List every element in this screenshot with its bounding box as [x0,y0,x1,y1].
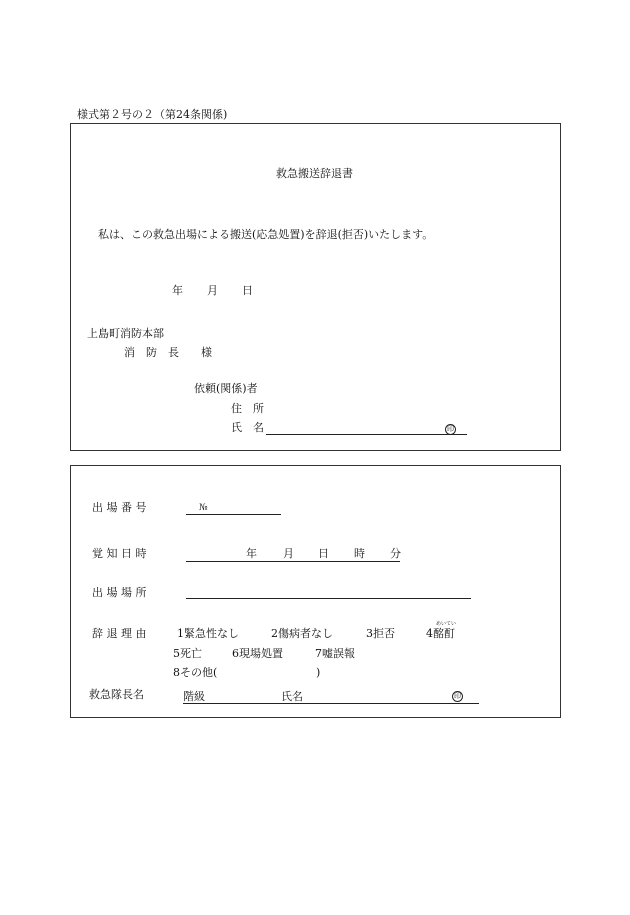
captain-name-label: 氏名 [281,690,303,703]
date-month-label: 月 [207,284,218,297]
requester-label: 依頼(関係)者 [194,382,258,395]
recipient-organization: 上島町消防本部 [87,327,164,340]
reason-option-4[interactable]: 4酩酊 [426,627,455,640]
refusal-statement: 私は、この救急出場による搬送(応急処置)を辞退(拒否)いたします。 [98,228,434,241]
reason-option-2[interactable]: 2傷病者なし [271,627,333,640]
awareness-month-label: 月 [283,547,294,560]
awareness-hour-label: 時 [354,547,365,560]
requester-name-field[interactable] [266,434,467,435]
awareness-year-label: 年 [246,547,257,560]
dispatch-number-field[interactable] [186,514,281,515]
reason-option-3[interactable]: 3拒否 [366,627,395,640]
form-label: 様式第２号の２（第24条関係) [77,108,228,121]
document-title: 救急搬送辞退書 [276,167,353,180]
seal-mark: 印 [447,425,454,433]
captain-name-field[interactable] [183,703,479,704]
recipient-name: 消 防 長 様 [124,346,212,359]
dispatch-location-label: 出 場 場 所 [92,586,147,599]
address-label: 住 所 [231,402,264,415]
reason-option-6[interactable]: 6現場処置 [232,647,283,660]
rank-label: 階級 [183,690,205,703]
awareness-minute-label: 分 [390,547,401,560]
awareness-datetime-field[interactable] [186,561,400,562]
reason-option-5[interactable]: 5死亡 [173,647,202,660]
reason-option-8[interactable]: 8その他( [173,666,218,679]
awareness-day-label: 日 [318,547,329,560]
dispatch-number-label: 出 場 番 号 [92,501,147,514]
name-label: 氏 名 [231,421,264,434]
reason-option-7[interactable]: 7嘘誤報 [315,647,355,660]
refusal-reason-label: 辞 退 理 由 [92,627,147,640]
ambulance-captain-label: 救急隊長名 [89,688,144,701]
dispatch-location-field[interactable] [186,598,471,599]
date-year-label: 年 [172,284,183,297]
dispatch-number-prefix: № [199,503,208,513]
reason-option-1[interactable]: 1緊急性なし [177,627,239,640]
date-day-label: 日 [242,284,253,297]
reason-other-close-paren: ) [316,666,321,679]
awareness-datetime-label: 覚 知 日 時 [92,547,147,560]
captain-seal-mark: 印 [454,692,461,700]
ruby-meitei: めいてい [436,621,457,627]
